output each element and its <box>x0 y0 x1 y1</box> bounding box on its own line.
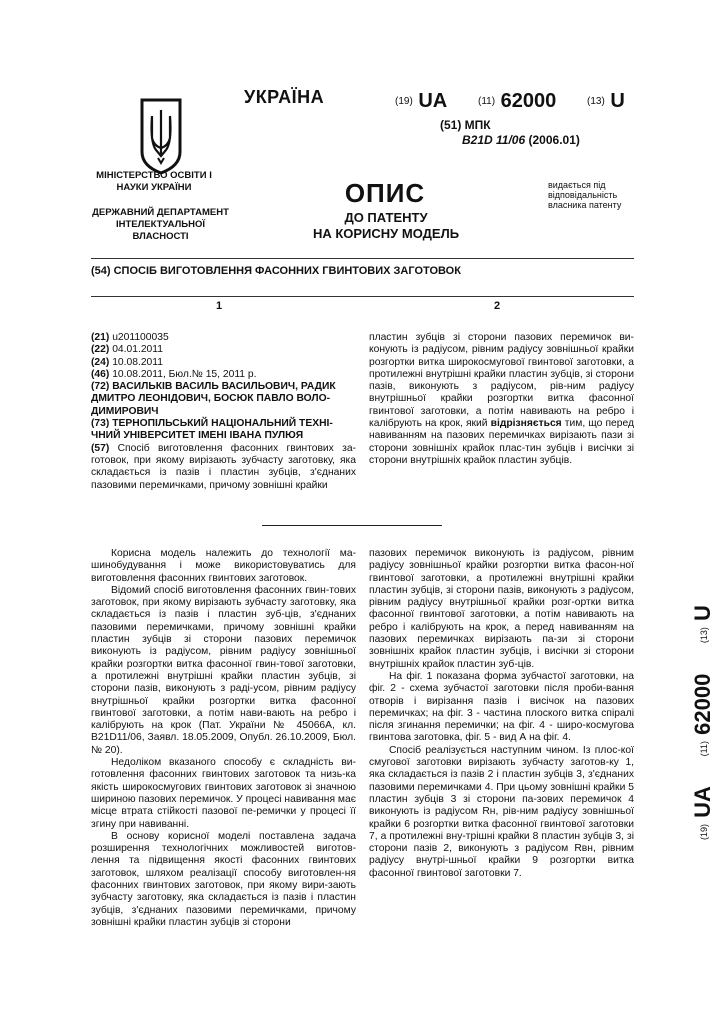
biblio-code: (73) <box>91 418 110 430</box>
country-code: UA <box>690 786 715 818</box>
patent-number-block <box>478 90 556 113</box>
country-code: UA <box>418 90 448 112</box>
section-separator <box>262 525 442 526</box>
biblio-code: (24) <box>91 356 110 368</box>
invention-title: (54) СПОСІБ ВИГОТОВЛЕННЯ ФАСОННИХ ГВИНТОВИХ ЗАГОТОВОК <box>91 265 461 277</box>
description-right-column <box>369 548 634 880</box>
inid-19: (19) <box>395 96 413 108</box>
column-number-right: 2 <box>494 300 501 312</box>
document-title: ОПИС <box>344 178 426 208</box>
claim-tail: тим, що перед навиванням на пазових перемичках вирізають пази зі сторони зовнішніх крайок плас-тин зубців і висічки зі сторони внутрішніх крайок пластин зубців. <box>369 418 634 466</box>
rule-bottom <box>91 296 634 297</box>
inid-11: (11) <box>478 96 496 108</box>
paragraph: Спосіб реалізується наступним чином. Із плос-кої смугової заготовки вирізають зубчасту заготов-ку 1, яка складається із пазів 2 і пластин зубців 3, з'єднаних пазовими перемичками 4. При цьому зовнішні крайки 5 пластин зубців 3 зі сторони па-зових перемичок 4 виконують із радіусом Rн, рів-ним радіусу зовнішньої крайки 6 розгортки витка фасонної гвинтової заготовки 7, а протилежні вну-трішні крайки 8 пластин зубців 3, зі сторони пазів 2, виконують з радіусом Rвн, рівним радіусу внутрі-шньої крайки 9 розгортки витка фасонної гвинтової заготовки 7. <box>369 744 634 879</box>
paragraph: Недоліком вказаного способу є складність ви-готовлення фасонних гвинтових заготовок та низь-ка якість широкосмугових гвинтових заготовок зі значною шириною пазових перемичок. У процесі навивання має місце втрата стійкості пазової пе-ремички у процесі її згину при навиванні. <box>91 757 356 830</box>
biblio-text: Спосіб виготовлення фасонних гвинтових за-готовок, при якому вирізають зубчасту заготовку, яка складається із пазів і пластин зубців, з'єднаних пазовими перемичками, причому зовнішні крайки <box>91 442 356 491</box>
biblio-code: (46) <box>91 368 110 380</box>
mpk-label: (51) МПК <box>440 118 491 132</box>
claim-text: пластин зубців зі сторони пазових перемичок ви-конують із радіусом, рівним радіусу зовнішньої крайки розгортки витка широкосмугової гвинтової заготовки, а протилежні внутрішні крайки пластин зубців, зі сторони пазів, виконують з радіусом, рів-ним радіусу внутрішньої крайки розгортки витка фасонної гвинтової заготовки, а потім навивають на ребро і калібрують на крок, який <box>369 332 634 430</box>
document-subtitle-line1: ДО ПАТЕНТУ <box>344 210 428 225</box>
biblio-item <box>91 357 356 369</box>
paragraph: В основу корисної моделі поставлена задача розширення технологічних можливостей виготов-лення та підвищення якості фасонних гвинтових заготовок, шляхом реалізації способу виготовлен-ня фасонних гвинтових заготовок, при якому вири-зають зубчасту заготовку, яка складається із пазів і пластин зубців, з'єднаних пазовими перемичками, причому зовнішні крайки пластин зубців зі сторони <box>91 830 356 928</box>
mpk-class-code: B21D 11/06 <box>462 133 526 147</box>
department-name: ДЕРЖАВНИЙ ДЕПАРТАМЕНТ ІНТЕЛЕКТУАЛЬНОЇ ВЛАСНОСТІ <box>92 207 229 242</box>
vertical-patent-id-text <box>690 600 716 840</box>
biblio-item <box>91 344 356 356</box>
biblio-item <box>91 418 356 443</box>
description-left-column <box>91 548 356 929</box>
patent-number: 62000 <box>690 673 715 735</box>
ministry-name: МІНІСТЕРСТВО ОСВІТИ І НАУКИ УКРАЇНИ <box>96 170 212 193</box>
paragraph: Відомий спосіб виготовлення фасонних гвин-тових заготовок, при якому вирізають зубчасту заготовку, яка складається із пазів і пластин зуб-ців, з'єднаних пазовими перемичками, причому зовнішні крайки пластин зубців зі сторони пазових перемичок виконують із радіусом, рівним радіусу зовнішньої крайки розгортки витка фасонної гвин-тової заготовки, а протилежні внутрішні крайки пластин зубців, зі сторони пазів, виконують з раді-усом, рівним радіусу внутрішньої крайки розгортки витка фасонної гвинтової заготовки, а потім нави-вають на ребро і калібрують на крок (Пат. України № 45066А, кл. B21D11/06, Заявл. 18.05.2009, Опубл. 26.10.2009, Бюл. № 20). <box>91 584 356 756</box>
biblio-item <box>91 332 356 344</box>
country-name: УКРАЇНА <box>244 87 325 107</box>
biblio-text: ВАСИЛЬКІВ ВАСИЛЬ ВАСИЛЬОВИЧ, РАДИК ДМИТРО ЛЕОНІДОВИЧ, БОСЮК ПАВЛО ВОЛО-ДИМИРОВИЧ <box>91 381 336 417</box>
claim-continuation <box>369 332 634 467</box>
kind-code: U <box>690 605 715 621</box>
claim-keyword: відрізняється <box>490 418 562 430</box>
biblio-item <box>91 369 356 381</box>
biblio-text: u201100035 <box>112 332 169 343</box>
biblio-code: (22) <box>91 344 110 356</box>
inid-19: (19) <box>699 823 710 840</box>
patent-number: 62000 <box>500 90 557 112</box>
rule-top <box>91 258 634 259</box>
biblio-text: 10.08.2011 <box>112 356 163 368</box>
inid-11: (11) <box>699 740 710 757</box>
biblio-code: (72) <box>91 381 110 393</box>
biblio-code: (21) <box>91 332 110 343</box>
vertical-patent-id <box>652 600 715 840</box>
biblio-text: 04.01.2011 <box>112 344 163 356</box>
biblio-text: ТЕРНОПІЛЬСЬКИЙ НАЦІОНАЛЬНИЙ ТЕХНІ-ЧНИЙ УНІВЕРСИТЕТ ІМЕНІ ІВАНА ПУЛЮЯ <box>91 418 333 442</box>
document-subtitle-line2: НА КОРИСНУ МОДЕЛЬ <box>312 226 460 241</box>
document-subtitle <box>296 210 476 242</box>
inid-13: (13) <box>587 96 605 108</box>
column-number-left: 1 <box>216 300 223 312</box>
kind-code: U <box>610 90 625 112</box>
biblio-item <box>91 381 356 418</box>
paragraph: Корисна модель належить до технології ма-шинобудування і може використовуватись для виготовлення фасонних гвинтових заготовок. <box>91 548 356 584</box>
mpk-class <box>462 133 580 147</box>
biblio-item <box>91 443 356 492</box>
trident-emblem <box>136 96 186 176</box>
mpk-year: (2006.01) <box>528 133 580 147</box>
country-code-block <box>395 90 447 113</box>
issued-note: видається під відповідальність власника патенту <box>548 180 622 210</box>
biblio-text: 10.08.2011, Бюл.№ 15, 2011 р. <box>112 368 257 380</box>
bibliographic-data <box>91 332 356 492</box>
kind-code-block <box>587 90 625 113</box>
paragraph: На фіг. 1 показана форма зубчастої заготовки, на фіг. 2 - схема зубчастої заготовки після проби-вання отворів і вирізання пазів і висічок на пазових перемичках; на фіг. 3 - частина плоского витка спіралі після згинання перемички; на фіг. 4 - широ-космугова гвинтова заготовка, фіг. 5 - вид А на фіг. 4. <box>369 670 634 744</box>
biblio-code: (57) <box>91 442 110 454</box>
inid-13: (13) <box>699 627 710 644</box>
paragraph: пазових перемичок виконують із радіусом, рівним радіусу зовнішньої крайки розгортки витка фасон-ної гвинтової заготовки, а протилежні внутрішні крайки пластин зубців, зі сторони пазів, виконують з радіусом, рівним радіусу внутрішньої крайки розг-ортки витка фасонної гвинтової заготовки, а потім навивають на ребро і калібрують на крок, а перед навиванням на пазових перемичках вирізають па-зи зі сторони зовнішніх крайок пластин зубців, і висічки зі сторони внутрішніх крайок пластин зуб-ців. <box>369 548 634 670</box>
